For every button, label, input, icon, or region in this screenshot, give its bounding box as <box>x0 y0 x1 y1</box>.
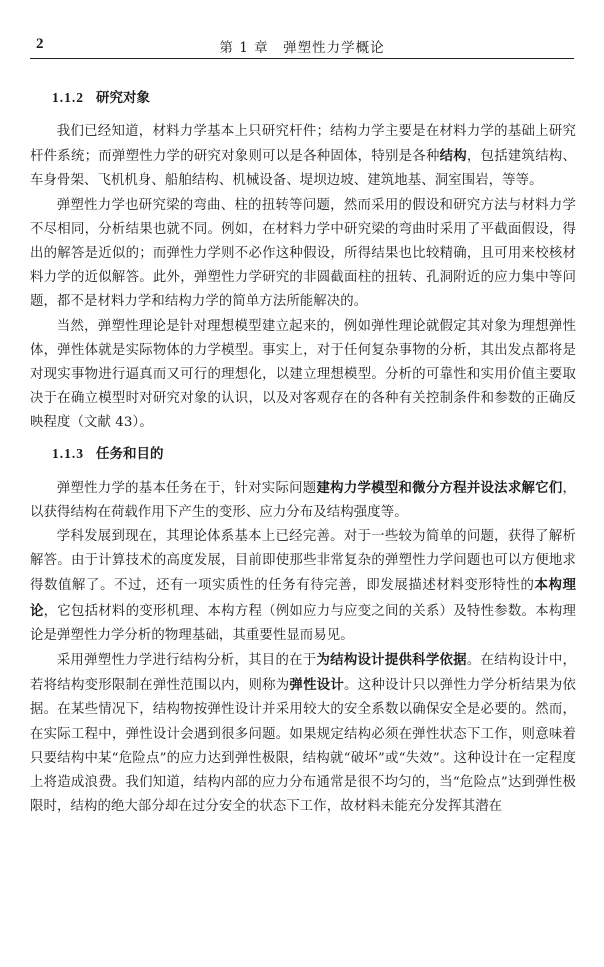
page-body <box>30 88 576 819</box>
running-header <box>30 34 574 59</box>
paragraph-3: 当然，弹塑性理论是针对理想模型建立起来的，例如弹性理论就假定其对象为理想弹性体，弹性体就是实际物体的力学模型。事实上，对于任何复杂事物的分析，其出发点都将是对现实事物进行逼真而又可行的理想化，以建立理想模型。分析的可靠性和实用价值主要取决于在确立模型时对研究对象的认识，以及对客观存在的各种有关控制条件和参数的正确反映程度（文献 43）。 <box>30 318 576 431</box>
emphasis-elastic-design: 弹性设计 <box>289 677 345 694</box>
paragraph-4: 弹塑性力学的基本任务在于，针对实际问题建构力学模型和微分方程并设法求解它们，以获得结构在荷载作用下产生的变形、应力分布及结构强度等。 <box>30 479 576 520</box>
section-heading-research-object <box>52 88 576 108</box>
emphasis-design-basis: 为结构设计提供科学依据 <box>316 652 467 669</box>
paragraph-1: 我们已经知道，材料力学基本上只研究杆件；结构力学主要是在材料力学的基础上研究杆件系统；而弹塑性力学的研究对象则可以是各种固体，特别是各种结构，包括建筑结构、车身骨架、飞机机身、船舶结构、机械设备、堤坝边坡、建筑地基、洞室围岩，等等。 <box>30 124 576 189</box>
section-number: 1.1.2 <box>52 90 84 105</box>
section-title: 研究对象 <box>96 90 150 106</box>
section-title: 任务和目的 <box>96 445 164 462</box>
emphasis-structure: 结构 <box>439 148 467 165</box>
chapter-title: 第 1 章 弹塑性力学概论 <box>219 40 385 56</box>
section-heading-tasks-goals <box>52 444 576 464</box>
paragraph-6: 采用弹塑性力学进行结构分析，其目的在于为结构设计提供科学依据。在结构设计中，若将结构变形限制在弹性范围以内，则称为弹性设计。这种设计只以弹性力学分析结果为依据。在某些情况下，结构物按弹性设计并采用较大的安全系数以确保安全是必要的。然而，在实际工程中，弹性设计会遇到很多问题。如果规定结构必须在弹性状态下工作，则意味着只要结构中某“危险点”的应力达到弹性极限，结构就“破坏”或“失效”。这种设计在一定程度上将造成浪费。我们知道，结构内部的应力分布通常是很不均匀的，当“危险点”达到弹性极限时，结构的绝大部分却在过分安全的状态下工作，故材料未能充分发挥其潜在 <box>30 652 576 815</box>
emphasis-constitutive-theory: 本构理论 <box>30 577 576 619</box>
paragraph-5: 学科发展到现在，其理论体系基本上已经完善。对于一些较为简单的问题，获得了解析解答。由于计算技术的高度发展，目前即使那些非常复杂的弹塑性力学问题也可以方便地求得数值解了。不过，还有一项实质性的任务有待完善，即发展描述材料变形特性的本构理论，它包括材料的变形机理、本构方程（例如应力与应变之间的关系）及特性参数。本构理论是弹塑性力学分析的物理基础，其重要性显而易见。 <box>30 529 576 643</box>
page-number: 2 <box>36 36 44 52</box>
section-number: 1.1.3 <box>52 445 84 461</box>
emphasis-model-equations: 建构力学模型和微分方程并设法求解它们 <box>316 479 563 496</box>
paragraph-2: 弹塑性力学也研究梁的弯曲、柱的扭转等问题，然而采用的假设和研究方法与材料力学不尽相同，分析结果也就不同。例如，在材料力学中研究梁的弯曲时采用了平截面假设，得出的解答是近似的；而弹性力学则不必作这种假设，所得结果也比较精确，且可用来校核材料力学的近似解答。此外，弹塑性力学研究的非圆截面柱的扭转、孔洞附近的应力集中等问题，都不是材料力学和结构力学的简单方法所能解决的。 <box>30 197 576 310</box>
